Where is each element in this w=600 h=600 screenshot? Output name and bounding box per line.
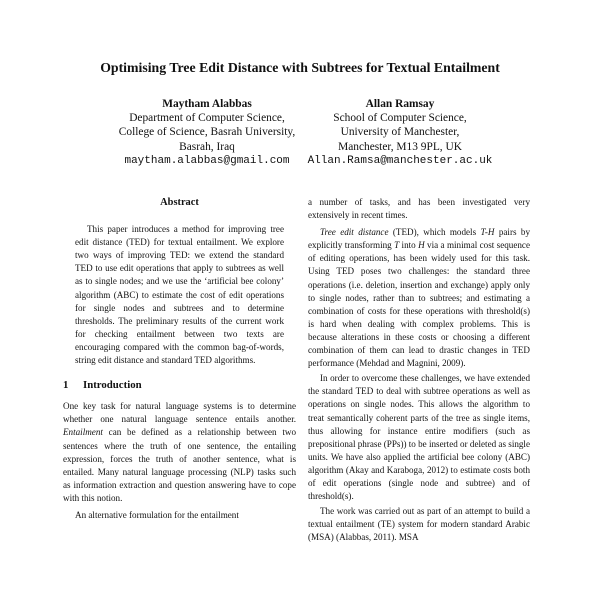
author-affiliation-line: School of Computer Science, [333, 112, 467, 125]
intro-paragraph-3: Tree edit distance (TED), which models T-H pairs by explicitly transforming T into H via a minimal cost sequence of editing operations, has been widely used for this task. Using TED poses two challenges: the standard three operations (i.e. deletion, insertion and exchange) apply only to single nodes, rather than to subtrees; and estimating a combination of costs for these operations with threshold(s) is hard when dealing with complex problems. This is because alterations in these costs or choosing a different combination of them can lead to drastic changes in TED performance (Mehdad and Magnini, 2009). [308, 227, 530, 369]
section-number: 1 [63, 379, 69, 392]
term-ted: Tree edit distance [320, 227, 389, 238]
section-title: Introduction [83, 379, 142, 392]
author-affiliation-line: Basrah, Iraq [179, 140, 235, 153]
intro-paragraph-5: The work was carried out as part of an attempt to build a textual entailment (TE) system for modern standard Arabic (MSA) (Alabbas, 2011). MSA [308, 506, 530, 543]
intro-paragraph-2-cont: a number of tasks, and has been investigated very extensively in recent times. [308, 197, 530, 221]
section-heading [63, 379, 296, 392]
author-affiliation-line: College of Science, Basrah University, [118, 126, 296, 139]
author-affiliation-line: University of Manchester, [340, 126, 460, 139]
author-email[interactable]: Allan.Ramsa@manchester.ac.uk [307, 154, 493, 167]
intro-paragraph-1: One key task for natural language systems is to determine whether one natural language sentence entails another. Entailment can be defined as a relationship between two sentences where the truth of one sentence, the entailing expression, forces the truth of another sentence, what is entailed. Many natural language processing (NLP) tasks such as information extraction and question answering have to cope with this notion. [63, 401, 296, 503]
left-column [63, 196, 296, 522]
intro-paragraph-4: In order to overcome these challenges, we have extended the standard TED to deal with subtree operations as well as operations on single nodes. This allows the algorithm to treat semantically coherent parts of the tree as single items, thus allowing for instance entire modifiers (such as prepositional phrase (PPs)) to be inserted or deleted as single units. We have also applied the artificial bee colony (ABC) algorithm (Akay and Karaboga, 2012) to estimate costs both of edit operations (single node and subtree) and of threshold(s). [308, 373, 530, 502]
right-column [308, 196, 530, 544]
author-affiliation-line: Department of Computer Science, [129, 112, 285, 125]
abstract-heading: Abstract [160, 197, 199, 208]
author-name: Allan Ramsay [365, 98, 435, 110]
author-name: Maytham Alabbas [162, 98, 252, 110]
abstract-body: This paper introduces a method for improving tree edit distance (TED) for textual entailment. We explore two ways of improving TED: we extend the standard TED to use edit operations that apply to subtrees as well as to single nodes; and we use the ‘artificial bee colony’ algorithm (ABC) to estimate the cost of edit operations for single nodes and subtrees and to determine thresholds. The preliminary results of the current work for checking entailment between two texts are encouraging compared with the common bag-of-words, string edit distance and standard TED algorithms. [75, 224, 284, 366]
author-block-2 [295, 97, 505, 168]
author-affiliation-line: Manchester, M13 9PL, UK [338, 140, 462, 153]
author-block-1 [102, 97, 312, 168]
term-entailment: Entailment [63, 427, 103, 438]
paper-title: Optimising Tree Edit Distance with Subtrees for Textual Entailment [100, 60, 500, 75]
intro-paragraph-2-start: An alternative formulation for the entailment [75, 509, 239, 520]
author-email[interactable]: maytham.alabbas@gmail.com [124, 154, 290, 167]
